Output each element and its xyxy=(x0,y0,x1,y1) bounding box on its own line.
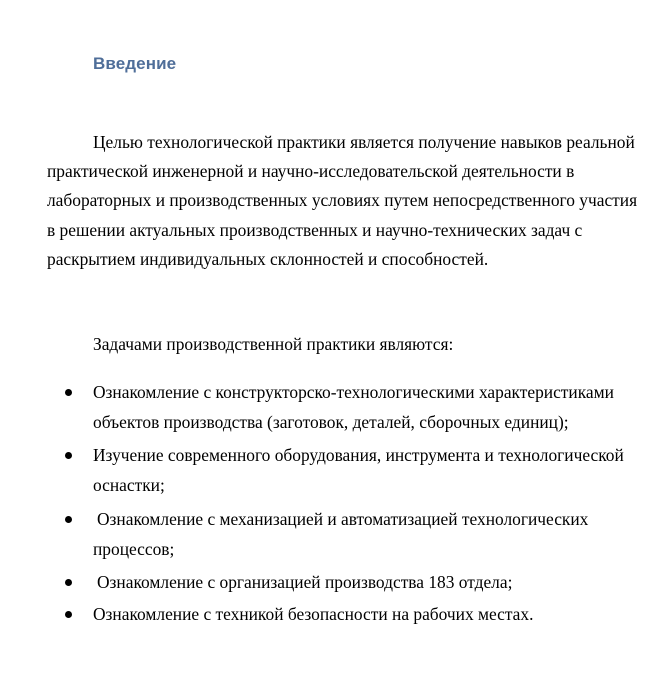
bullet-icon xyxy=(65,389,72,396)
list-item-text: Ознакомление с техникой безопасности на рабочих местах. xyxy=(93,604,534,624)
list-item-text: Ознакомление с конструкторско-технологическими характеристиками объектов производства (заготовок, деталей, сборочных единиц); xyxy=(93,382,614,432)
tasks-intro-paragraph: Задачами производственной практики являются: xyxy=(93,334,454,354)
list-item-text: Ознакомление с механизацией и автоматизацией технологических процессов; xyxy=(93,509,589,559)
section-heading: Введение xyxy=(93,54,177,73)
bullet-icon xyxy=(65,579,72,586)
bullet-icon xyxy=(65,611,72,618)
list-item-text: Изучение современного оборудования, инструмента и технологической оснастки; xyxy=(93,445,624,495)
list-item-text: Ознакомление с организацией производства 183 отдела; xyxy=(97,572,513,592)
bullet-icon xyxy=(65,516,72,523)
bullet-icon xyxy=(65,452,72,459)
intro-paragraph: Целью технологической практики является получение навыков реальной практической инженерной и научно-исследовательской деятельности в лабораторных и производственных условиях путем непосредственного участия в решении актуальных производственных и научно-технических задач с раскрытием индивидуальных склонностей и способностей. xyxy=(47,132,638,269)
